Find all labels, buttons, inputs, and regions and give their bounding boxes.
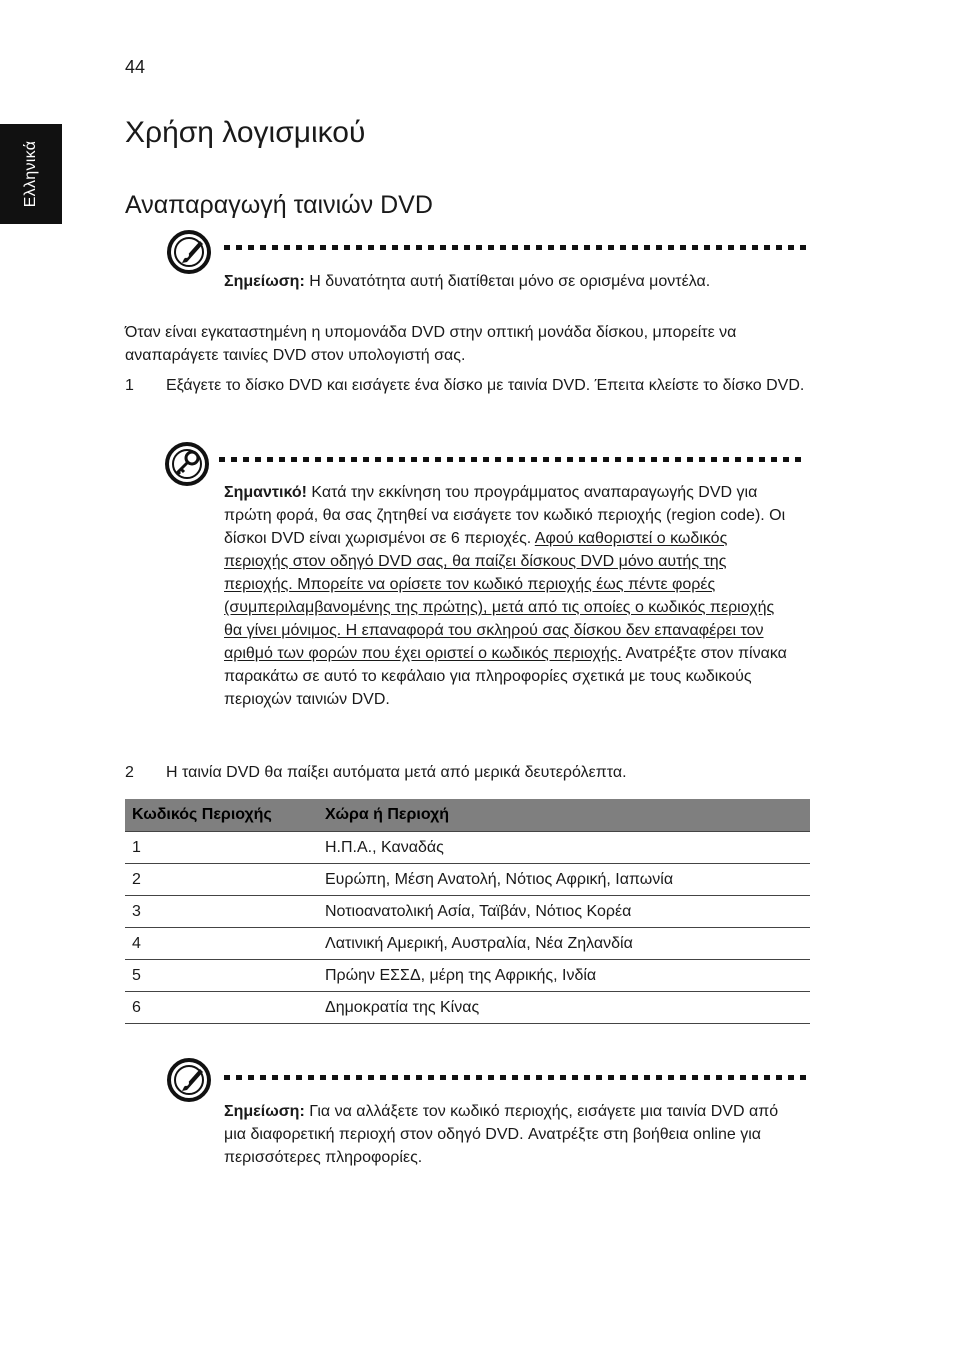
step-number: 2	[125, 764, 134, 781]
note-pen-icon	[166, 229, 212, 275]
note-body: Για να αλλάξετε τον κωδικό περιοχής, εισάγετε μια ταινία DVD από μια διαφορετική περιοχή στον οδηγό DVD. Ανατρέξτε στη βοήθεια online για περισσότερες πληροφορίες.	[224, 1103, 779, 1166]
region-code-cell: 6	[125, 992, 318, 1024]
step-text: Εξάγετε το δίσκο DVD και εισάγετε ένα δίσκο με ταινία DVD. Έπειτα κλείστε το δίσκο DVD.	[166, 377, 805, 394]
important-body: Κατά την εκκίνηση του προγράμματος αναπαραγωγής DVD για πρώτη φορά, θα σας ζητηθεί να εισάγετε τον κωδικό περιοχής (region code). Οι δίσκοι DVD είναι χωρισμένοι σε 6 περιοχές.	[224, 484, 786, 547]
note-label: Σημείωση:	[224, 273, 305, 290]
country-cell: Πρώην ΕΣΣΔ, μέρη της Αφρικής, Ινδία	[318, 960, 810, 992]
column-header-region-code: Κωδικός Περιοχής	[125, 799, 318, 832]
table-row	[125, 864, 810, 896]
country-cell: Δημοκρατία της Κίνας	[318, 992, 810, 1024]
region-code-cell: 4	[125, 928, 318, 960]
table-header-row	[125, 799, 810, 832]
country-cell: Η.Π.Α., Καναδάς	[318, 832, 810, 864]
important-underlined: Αφού καθοριστεί ο κωδικός περιοχής στον οδηγό DVD σας, θα παίζει δίσκους DVD μόνο αυτής της περιοχής. Μπορείτε να ορίσετε τον κωδικό περιοχής έως πέντε φορές (συμπεριλαμβανομένης της πρώτης), μετά από τις οποίες ο κωδικός περιοχής θα γίνει μόνιμος. Η επαναφορά του σκληρού σας δίσκου δεν επαναφέρει τον αριθμό των φορών που έχει οριστεί ο κωδικός περιοχής.	[224, 530, 775, 662]
country-cell: Νοτιοανατολική Ασία, Ταϊβάν, Νότιος Κορέα	[318, 896, 810, 928]
region-code-cell: 3	[125, 896, 318, 928]
important-text	[224, 481, 794, 711]
intro-paragraph: Όταν είναι εγκαταστημένη η υπομονάδα DVD στην οπτική μονάδα δίσκου, μπορείτε να αναπαράγετε ταινίες DVD στον υπολογιστή σας.	[125, 324, 737, 364]
table-row	[125, 896, 810, 928]
language-label: Ελληνικά	[22, 140, 39, 208]
region-code-cell: 1	[125, 832, 318, 864]
note-divider	[224, 1075, 810, 1080]
region-code-table	[125, 799, 810, 1024]
table-row	[125, 832, 810, 864]
table-row	[125, 960, 810, 992]
region-code-cell: 5	[125, 960, 318, 992]
note-body: Η δυνατότητα αυτή διατίθεται μόνο σε ορισμένα μοντέλα.	[304, 273, 711, 290]
note-label: Σημείωση:	[224, 1103, 305, 1120]
note-pen-icon	[166, 1057, 212, 1103]
table-row	[125, 928, 810, 960]
chapter-title: Χρήση λογισμικού	[125, 116, 366, 149]
section-title: Αναπαραγωγή ταινιών DVD	[125, 191, 433, 219]
important-label: Σημαντικό!	[224, 484, 307, 501]
column-header-country: Χώρα ή Περιοχή	[318, 799, 810, 832]
note-text	[224, 270, 810, 293]
region-code-cell: 2	[125, 864, 318, 896]
important-body-end: Ανατρέξτε στον πίνακα παρακάτω σε αυτό το κεφάλαιο για πληροφορίες σχετικά με τους κωδικούς περιοχών ταινιών DVD.	[224, 645, 787, 708]
note-divider	[224, 245, 810, 250]
step-number: 1	[125, 377, 134, 394]
step-text: Η ταινία DVD θα παίξει αυτόματα μετά από μερικά δευτερόλεπτα.	[166, 764, 627, 781]
table-row	[125, 992, 810, 1024]
page-number: 44	[125, 57, 146, 77]
language-side-tab	[0, 124, 62, 224]
note-text	[224, 1100, 794, 1169]
important-key-icon	[164, 441, 210, 487]
important-divider	[219, 457, 807, 462]
country-cell: Λατινική Αμερική, Αυστραλία, Νέα Ζηλανδία	[318, 928, 810, 960]
country-cell: Ευρώπη, Μέση Ανατολή, Νότιος Αφρική, Ιαπωνία	[318, 864, 810, 896]
